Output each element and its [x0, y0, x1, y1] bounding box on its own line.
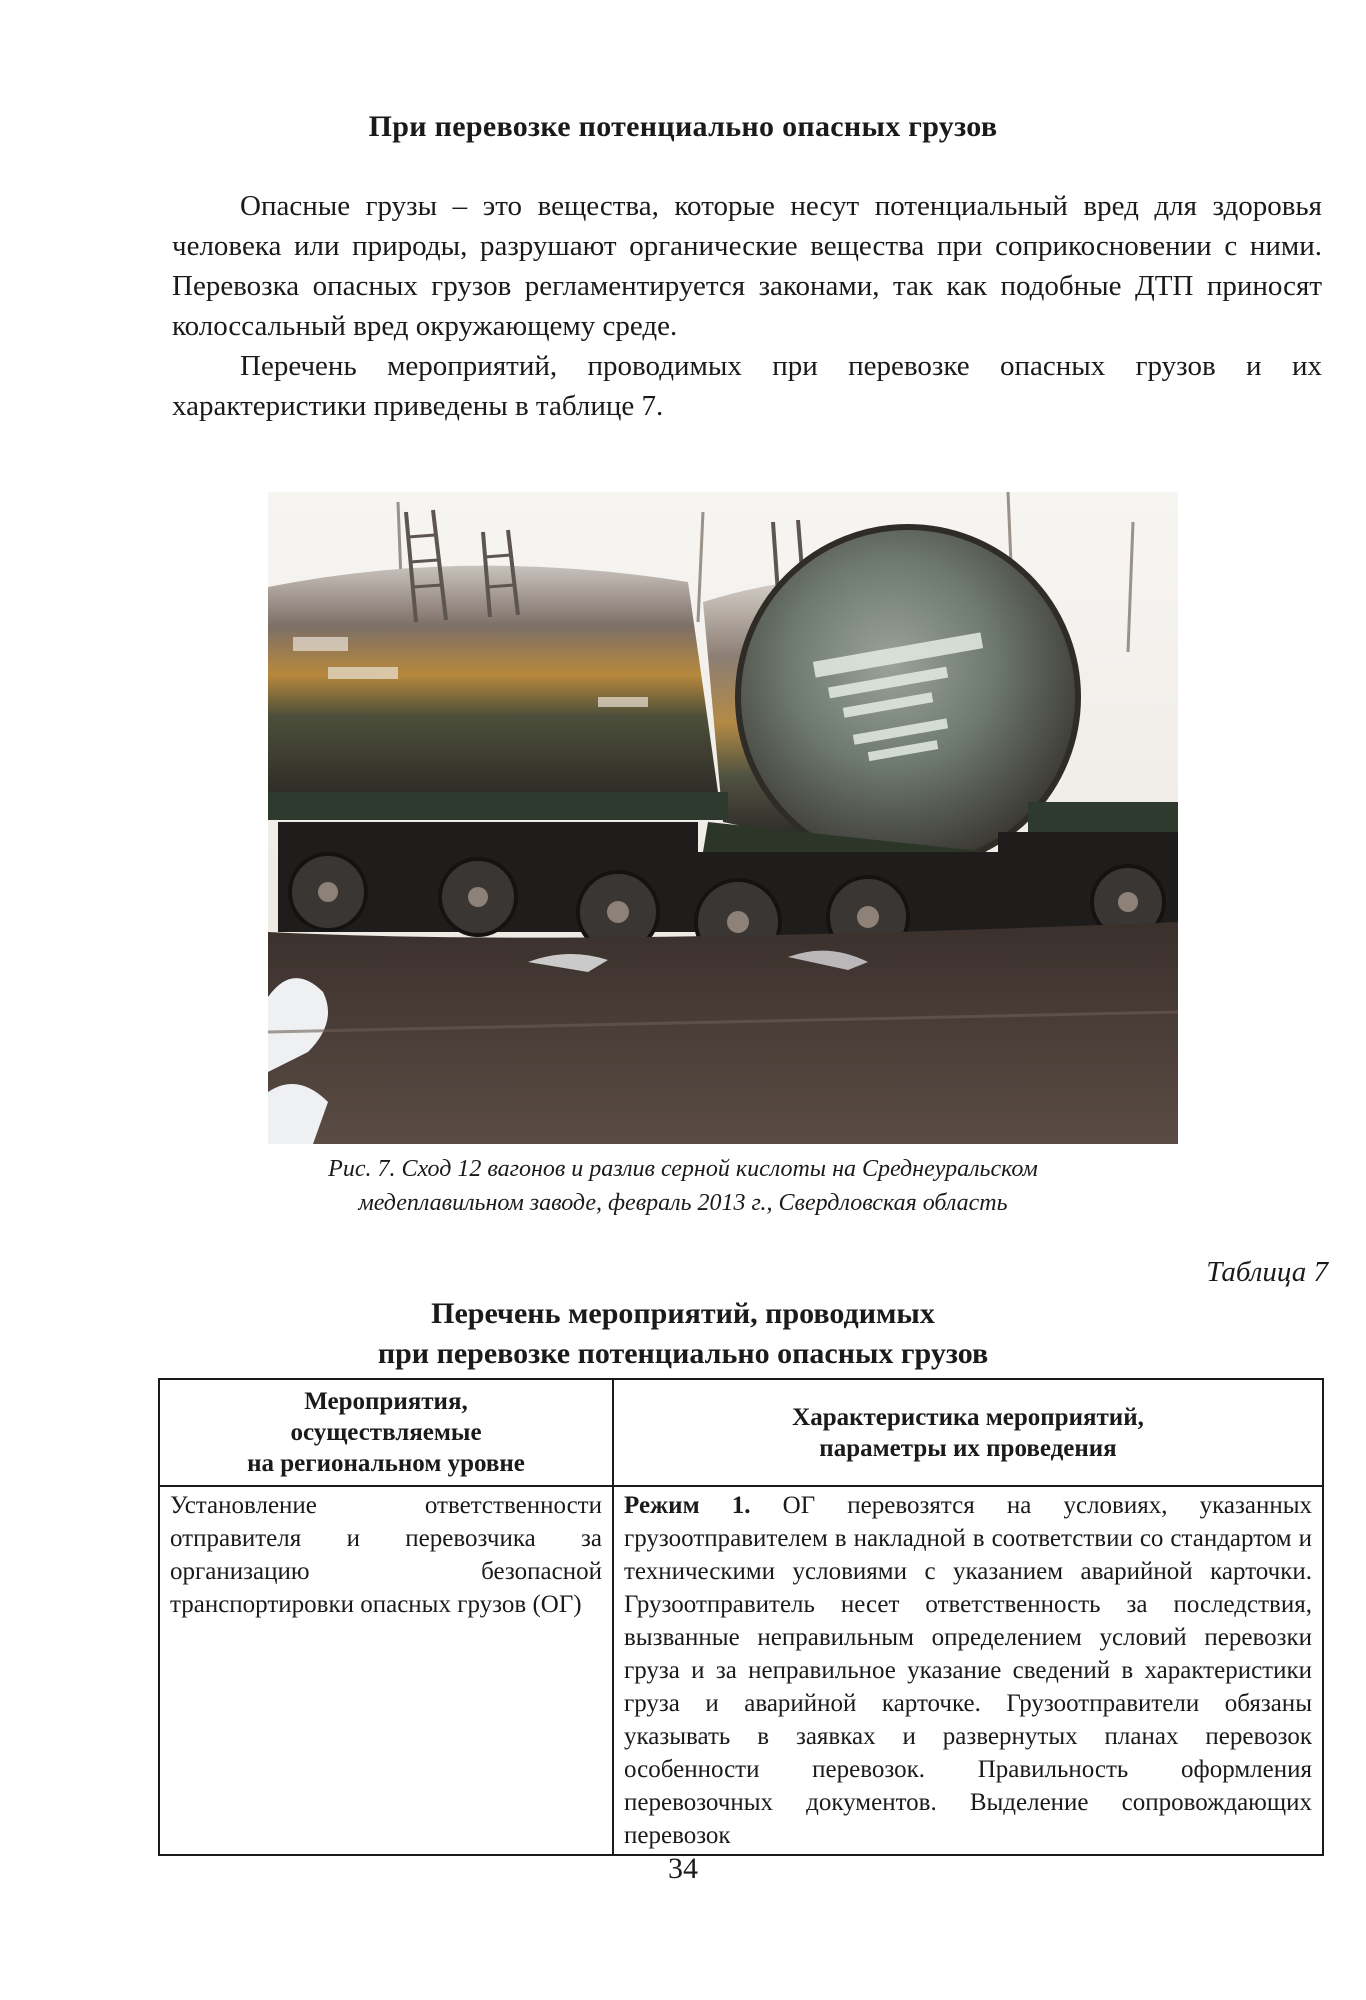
table-label: Таблица 7 [1206, 1256, 1328, 1288]
table-title-line-1: Перечень мероприятий, проводимых [431, 1297, 935, 1330]
column-header-measures-line-2: осуществляемые [290, 1419, 482, 1446]
column-header-measures-line-1: Мероприятия, [304, 1388, 468, 1415]
mode-description: ОГ перевозятся на условиях, указанных грузоотправителем в накладной в соответствии со стандартом и техническими условиями с указанием аварийной карточки. Грузоотправитель несет ответственность за последствия, вызванные неправильным определением условий перевозки груза и за неправильное указание сведений в характеристики груза и аварийной карточке. Грузоотправители обязаны указывать в заявках и развернутых планах перевозок особенности перевозок. Правильность оформления перевозочных документов. Выделение сопровождающих перевозок [624, 1492, 1313, 1849]
section-heading: При перевозке потенциально опасных грузов [368, 110, 998, 143]
measures-table [158, 1378, 1324, 1856]
table-title-line-2: при перевозке потенциально опасных грузов [377, 1337, 989, 1370]
figure-caption-line-1: Рис. 7. Сход 12 вагонов и разлив серной кислоты на Среднеуральском [328, 1156, 1038, 1182]
column-header-characteristics [613, 1379, 1323, 1486]
figure-derailed-tank-cars [268, 492, 1178, 1144]
table-header-row [159, 1379, 1323, 1486]
table-cell-description [613, 1486, 1323, 1855]
mode-label: Режим 1. [624, 1492, 751, 1519]
page-number: 34 [668, 1852, 698, 1885]
table-row [159, 1486, 1323, 1855]
paragraph-dangerous-goods: Опасные грузы – это вещества, которые несут потенциальный вред для здоровья человека или природы, разрушают органические вещества при соприкосновении с ними. Перевозка опасных грузов регламентируется законами, так как подобные ДТП приносят колоссальный вред окружающему среде. [172, 190, 1322, 342]
column-header-measures [159, 1379, 613, 1486]
table-title [0, 1294, 1366, 1374]
table-cell-measure: Установление ответственности отправителя и перевозчика за организацию безопасной транспортировки опасных грузов (ОГ) [159, 1486, 613, 1855]
paragraph-table-reference: Перечень мероприятий, проводимых при перевозке опасных грузов и их характеристики приведены в таблице 7. [172, 350, 1322, 422]
figure-caption [0, 1152, 1366, 1220]
figure-caption-line-2: медеплавильном заводе, февраль 2013 г., Свердловская область [358, 1190, 1008, 1216]
column-header-characteristics-line-2: параметры их проведения [819, 1434, 1117, 1462]
photo-derailment [268, 492, 1178, 1144]
column-header-measures-line-3: на региональном уровне [247, 1450, 525, 1477]
column-header-characteristics-line-1: Характеристика мероприятий, [792, 1403, 1144, 1431]
